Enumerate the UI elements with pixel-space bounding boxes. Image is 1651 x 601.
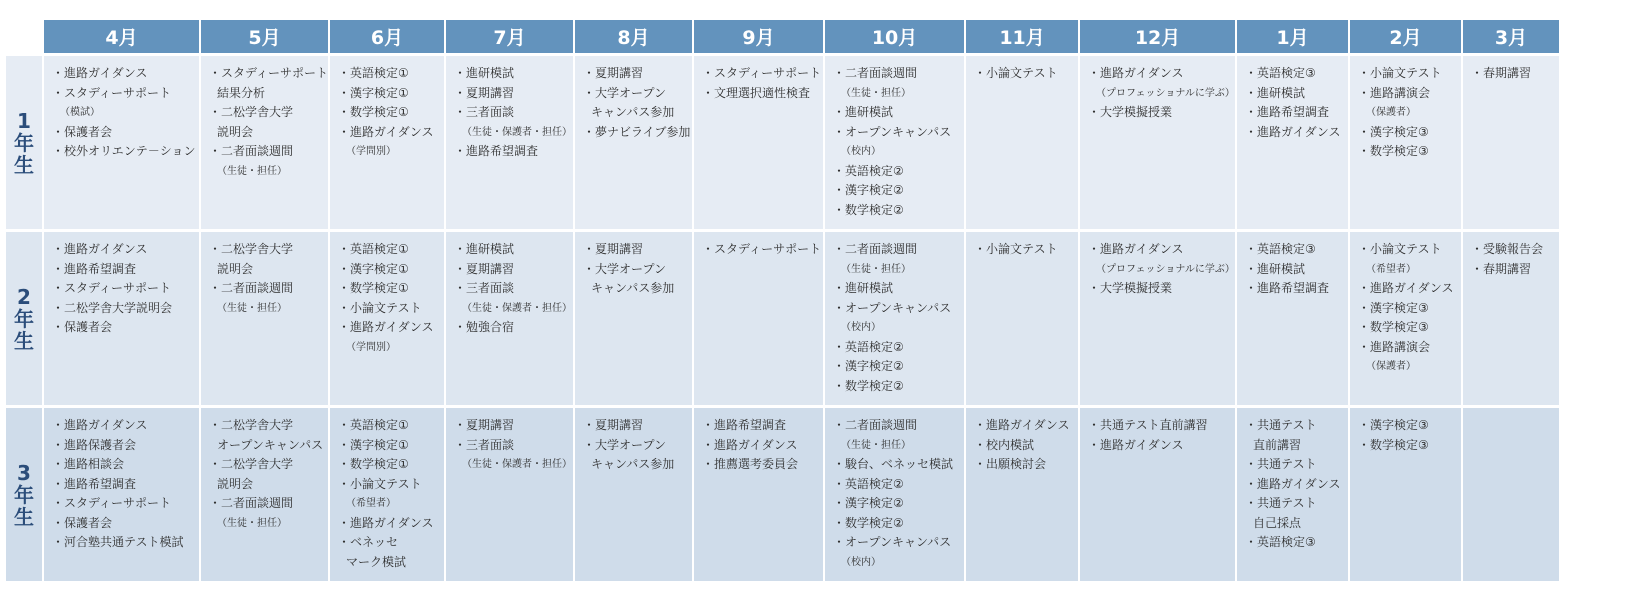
month-header: 12月 — [1080, 20, 1235, 56]
event-item: ・英語検定② — [833, 476, 904, 491]
event-note: （校内） — [841, 322, 882, 333]
event-item: ・二者面談週間 — [833, 418, 918, 432]
event-note: （プロフェッショナルに学ぶ） — [1096, 87, 1235, 99]
event-list — [974, 240, 1078, 260]
event-item: ・駿台、ベネッセ模試 — [833, 457, 954, 471]
grade-label-char: 生 — [14, 328, 34, 353]
event-note: （学問別） — [346, 146, 397, 157]
month-cell — [44, 408, 199, 584]
event-item: ・河合塾共通テスト模試 — [52, 535, 184, 549]
event-item: キャンパス参加 — [591, 281, 675, 295]
event-item: ・進路希望調査 — [1245, 281, 1330, 295]
event-list — [1358, 64, 1461, 162]
month-cell — [1463, 232, 1559, 408]
month-cell — [44, 232, 199, 408]
grade-label-char: 年 — [14, 130, 34, 155]
event-item: ・英語検定③ — [1245, 535, 1316, 549]
event-item: ・共通テスト直前講習 — [1088, 418, 1208, 432]
event-item: ・出願検討会 — [974, 457, 1047, 471]
event-item: ・大学模擬授業 — [1088, 281, 1173, 295]
event-item: ・大学模擬授業 — [1088, 105, 1173, 119]
event-item: ・進路相談会 — [52, 457, 125, 471]
month-header: 5月 — [201, 20, 328, 56]
month-header: 1月 — [1237, 20, 1348, 56]
event-list — [1088, 416, 1235, 455]
event-item: ・進研模試 — [1245, 85, 1306, 100]
event-item: ・共通テスト — [1245, 496, 1317, 510]
event-item: ・二松学舎大学 — [209, 418, 294, 432]
month-cell — [44, 56, 199, 232]
event-item: ・漢字検定① — [338, 261, 409, 276]
event-item: ・スタディーサポート — [52, 281, 172, 295]
month-cell — [1350, 232, 1461, 408]
event-item: ・大学オープン — [583, 437, 666, 452]
event-item: ・進路ガイダンス — [1088, 242, 1184, 256]
event-note: （生徒・担任） — [841, 87, 912, 99]
event-item: ・漢字検定③ — [1358, 418, 1429, 432]
month-cell — [330, 56, 444, 232]
month-cell — [966, 56, 1078, 232]
month-cell — [1237, 56, 1348, 232]
event-note: （模試） — [60, 107, 100, 118]
event-item: ・漢字検定② — [833, 359, 904, 373]
month-header-row — [6, 20, 1559, 56]
event-list — [833, 64, 964, 220]
event-item: ・英語検定① — [338, 242, 409, 256]
event-item: ・数学検定① — [338, 457, 409, 471]
event-item: ・大学オープン — [583, 261, 666, 276]
event-list — [1245, 240, 1348, 299]
event-list — [209, 64, 328, 181]
event-list — [52, 416, 199, 553]
event-item: ・夏期講習 — [583, 418, 644, 432]
event-item: 直前講習 — [1253, 437, 1302, 452]
event-note: （生徒・保護者・担任） — [462, 459, 573, 470]
event-item: ・進路ガイダンス — [1245, 124, 1341, 139]
grade-row — [6, 232, 1559, 408]
month-header: 7月 — [446, 20, 573, 56]
event-item: ・推薦選考委員会 — [702, 457, 799, 471]
event-item: ・二者面談週間 — [209, 144, 294, 158]
event-item: ・二松学舎大学説明会 — [52, 300, 173, 315]
event-item: ・保護者会 — [52, 515, 113, 530]
event-item: ・スタディーサポート — [209, 66, 329, 80]
event-list — [583, 416, 692, 475]
event-item: ・漢字検定① — [338, 437, 409, 452]
event-item: ・保護者会 — [52, 124, 113, 139]
month-header: 6月 — [330, 20, 444, 56]
event-item: ・春期講習 — [1471, 66, 1532, 80]
month-cell — [1080, 56, 1235, 232]
month-cell — [1463, 56, 1559, 232]
month-header: 2月 — [1350, 20, 1461, 56]
event-list — [974, 416, 1078, 475]
event-item: ・進路希望調査 — [1245, 105, 1330, 119]
event-item: ・進路講演会 — [1358, 339, 1431, 354]
month-cell — [1463, 408, 1559, 584]
event-item: 結果分析 — [217, 85, 266, 100]
event-item: ・英語検定③ — [1245, 66, 1316, 80]
month-header: 10月 — [825, 20, 964, 56]
event-item: ・進路ガイダンス — [338, 320, 434, 334]
event-item: ・スタディーサポート — [52, 496, 172, 510]
event-item: ・漢字検定② — [833, 496, 904, 510]
event-item: ・進研模試 — [454, 242, 515, 256]
event-item: ・漢字検定③ — [1358, 124, 1429, 139]
event-item: キャンパス参加 — [591, 105, 675, 119]
month-cell — [575, 232, 692, 408]
month-cell — [966, 232, 1078, 408]
month-cell — [825, 408, 964, 584]
event-item: ・進路希望調査 — [52, 476, 137, 491]
event-item: 説明会 — [217, 124, 254, 139]
event-item: ・小論文テスト — [1358, 242, 1442, 256]
event-item: ・数学検定① — [338, 105, 409, 119]
event-item: ・進路ガイダンス — [52, 66, 148, 80]
month-header: 11月 — [966, 20, 1078, 56]
event-item: ・共通テスト — [1245, 418, 1317, 432]
event-list — [702, 416, 823, 475]
event-item: ・夏期講習 — [583, 66, 644, 80]
event-list — [454, 416, 573, 475]
event-item: ・英語検定① — [338, 66, 409, 80]
event-list — [702, 64, 823, 103]
event-item: ・大学オープン — [583, 85, 666, 100]
event-item: ・三者面談 — [454, 437, 515, 452]
month-cell — [575, 56, 692, 232]
event-list — [1358, 240, 1461, 377]
grade-label-char: 生 — [14, 152, 34, 177]
event-list — [833, 240, 964, 396]
event-item: ・オープンキャンパス — [833, 124, 952, 139]
event-list — [702, 240, 823, 260]
event-list — [1088, 64, 1235, 123]
annual-schedule-table — [4, 20, 1561, 584]
event-item: ・進研模試 — [1245, 261, 1306, 276]
event-item: ・夏期講習 — [454, 418, 515, 432]
event-item: ・進路希望調査 — [702, 418, 787, 432]
event-item: ・共通テスト — [1245, 457, 1317, 471]
month-cell — [1080, 408, 1235, 584]
event-item: ・校外オリエンテ－ション — [52, 144, 196, 158]
event-item: ・夢ナビライブ参加 — [583, 124, 691, 139]
event-item: ・二者面談週間 — [209, 281, 294, 295]
month-cell — [1237, 408, 1348, 584]
grade-label-char: 3 — [17, 460, 31, 485]
event-item: ・保護者会 — [52, 320, 113, 334]
event-list — [209, 240, 328, 318]
event-note: （生徒・保護者・担任） — [462, 302, 573, 314]
event-note: （学問別） — [346, 341, 397, 353]
month-cell — [1350, 56, 1461, 232]
event-item: 説明会 — [217, 476, 254, 491]
event-item: ・漢字検定② — [833, 183, 904, 197]
month-cell — [694, 232, 823, 408]
event-item: ・数学検定① — [338, 281, 409, 295]
month-cell — [446, 56, 573, 232]
event-item: ・英語検定② — [833, 163, 904, 178]
event-list — [454, 240, 573, 338]
event-item: ・進路ガイダンス — [1088, 66, 1184, 80]
event-item: ・二者面談週間 — [833, 242, 918, 256]
event-list — [1471, 240, 1559, 279]
event-list — [833, 416, 964, 572]
event-item: ・小論文テスト — [974, 66, 1058, 80]
month-cell — [330, 232, 444, 408]
event-item: ・夏期講習 — [454, 85, 515, 100]
event-note: （プロフェッショナルに学ぶ） — [1096, 263, 1235, 275]
event-note: （校内） — [841, 556, 882, 568]
month-cell — [446, 408, 573, 584]
month-cell — [201, 408, 328, 584]
event-item: ・進路講演会 — [1358, 85, 1431, 100]
event-item: ・数学検定③ — [1358, 437, 1429, 452]
event-item: キャンパス参加 — [591, 457, 675, 471]
month-header: 8月 — [575, 20, 692, 56]
event-note: （保護者） — [1366, 361, 1417, 372]
grade-label-char: 年 — [14, 306, 34, 331]
month-cell — [1350, 408, 1461, 584]
event-item: ・夏期講習 — [454, 261, 515, 276]
event-list — [338, 240, 444, 357]
event-list — [338, 416, 444, 572]
event-list — [1088, 240, 1235, 299]
event-item: ・二松学舎大学 — [209, 457, 294, 471]
grade-label-char: 生 — [14, 504, 34, 529]
event-item: ・数学検定③ — [1358, 320, 1429, 334]
event-item: ・英語検定③ — [1245, 242, 1316, 256]
event-item: ・数学検定③ — [1358, 144, 1429, 158]
grade-label-char: 1 — [17, 108, 31, 133]
month-cell — [694, 408, 823, 584]
event-item: ・三者面談 — [454, 281, 515, 295]
event-item: ・二者面談週間 — [209, 496, 294, 510]
event-item: ・進路保護者会 — [52, 437, 137, 452]
event-note: （校内） — [841, 146, 882, 157]
grade-row — [6, 408, 1559, 584]
month-header: 4月 — [44, 20, 199, 56]
event-item: ・スタディーサポート — [52, 85, 172, 100]
event-item: ・オープンキャンパス — [833, 300, 952, 315]
event-item: ・進路ガイダンス — [52, 418, 148, 432]
month-cell — [446, 232, 573, 408]
event-item: ・漢字検定① — [338, 85, 409, 100]
month-header: 3月 — [1463, 20, 1559, 56]
event-item: ・進研模試 — [454, 66, 515, 80]
event-item: ・数学検定② — [833, 202, 904, 217]
event-item: ・受験報告会 — [1471, 242, 1544, 256]
event-item: オープンキャンパス — [217, 437, 324, 452]
event-item: ・二者面談週間 — [833, 66, 918, 80]
event-item: ・英語検定① — [338, 418, 409, 432]
event-list — [1245, 416, 1348, 553]
event-item: ・進路ガイダンス — [1358, 281, 1454, 295]
grade-label — [6, 232, 42, 408]
event-list — [52, 240, 199, 338]
event-item: 説明会 — [217, 261, 254, 276]
event-item: ・スタディーサポート — [702, 66, 822, 80]
event-list — [974, 64, 1078, 84]
event-item: ・小論文テスト — [338, 476, 422, 491]
event-item: ・進路ガイダンス — [702, 437, 798, 452]
event-list — [338, 64, 444, 162]
event-list — [583, 64, 692, 142]
event-list — [583, 240, 692, 299]
event-list — [209, 416, 328, 533]
event-note: （希望者） — [346, 498, 397, 509]
month-cell — [1080, 232, 1235, 408]
event-item: ・進研模試 — [833, 105, 894, 119]
event-list — [1245, 64, 1348, 142]
grade-row — [6, 56, 1559, 232]
event-item: ・勉強合宿 — [454, 320, 515, 334]
event-item: ・進路希望調査 — [52, 261, 137, 276]
month-cell — [330, 408, 444, 584]
month-cell — [966, 408, 1078, 584]
grade-label-char: 年 — [14, 482, 34, 507]
event-item: マーク模試 — [346, 554, 407, 569]
month-cell — [825, 56, 964, 232]
event-note: （生徒・担任） — [217, 302, 287, 314]
event-note: （生徒・担任） — [217, 517, 287, 529]
month-cell — [201, 232, 328, 408]
event-item: ・三者面談 — [454, 105, 515, 119]
event-item: ・数学検定② — [833, 515, 904, 530]
month-cell — [201, 56, 328, 232]
event-item: ・校内模試 — [974, 437, 1035, 452]
month-cell — [1237, 232, 1348, 408]
event-note: （生徒・保護者・担任） — [462, 126, 573, 138]
event-item: ・ベネッセ — [338, 535, 399, 549]
event-item: 自己採点 — [1253, 515, 1302, 530]
event-item: ・文理選択適性検査 — [702, 85, 811, 100]
event-note: （希望者） — [1366, 263, 1417, 275]
event-item: ・英語検定② — [833, 339, 904, 354]
event-item: ・二松学舎大学 — [209, 105, 294, 119]
event-item: ・進路ガイダンス — [338, 124, 434, 139]
event-item: ・進路ガイダンス — [1088, 437, 1184, 452]
event-note: （生徒・担任） — [217, 165, 287, 177]
event-item: ・二松学舎大学 — [209, 242, 294, 256]
corner-cell — [6, 20, 42, 56]
event-item: ・進路ガイダンス — [52, 242, 148, 256]
month-cell — [825, 232, 964, 408]
event-note: （保護者） — [1366, 107, 1417, 118]
grade-label — [6, 408, 42, 584]
event-item: ・スタディーサポート — [702, 242, 822, 256]
event-item: ・夏期講習 — [583, 242, 644, 256]
event-list — [52, 64, 199, 162]
event-item: ・数学検定② — [833, 378, 904, 393]
grade-rows — [6, 56, 1559, 584]
event-item: ・春期講習 — [1471, 261, 1532, 276]
event-note: （生徒・担任） — [841, 263, 912, 275]
grade-label — [6, 56, 42, 232]
event-item: ・進路希望調査 — [454, 144, 539, 158]
event-item: ・進路ガイダンス — [1245, 476, 1341, 491]
grade-label-char: 2 — [17, 284, 31, 309]
event-item: ・小論文テスト — [1358, 66, 1442, 80]
event-item: ・漢字検定③ — [1358, 300, 1429, 315]
month-cell — [575, 408, 692, 584]
month-header: 9月 — [694, 20, 823, 56]
event-list — [454, 64, 573, 162]
event-item: ・進路ガイダンス — [974, 418, 1070, 432]
event-item: ・進研模試 — [833, 281, 894, 295]
event-item: ・小論文テスト — [974, 242, 1058, 256]
event-item: ・小論文テスト — [338, 300, 422, 315]
event-item: ・進路ガイダンス — [338, 515, 434, 530]
event-list — [1358, 416, 1461, 455]
event-list — [1471, 64, 1559, 84]
event-item: ・オープンキャンパス — [833, 535, 952, 549]
month-cell — [694, 56, 823, 232]
event-note: （生徒・担任） — [841, 439, 912, 451]
